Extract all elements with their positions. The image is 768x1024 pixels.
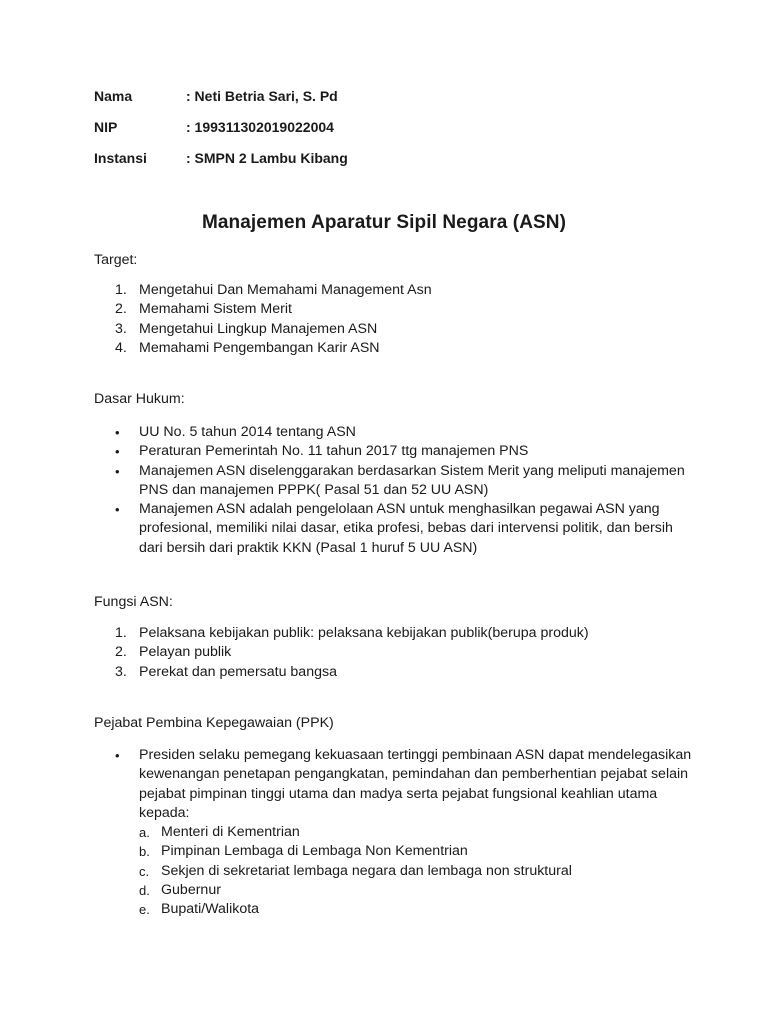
list-item bbox=[94, 746, 694, 920]
list-item-text: Mengetahui Dan Memahami Management Asn bbox=[139, 282, 432, 298]
identity-label: Nama bbox=[94, 88, 133, 104]
list-item bbox=[94, 281, 694, 300]
target-list bbox=[94, 281, 694, 358]
sub-list-item-text: Menteri di Kementrian bbox=[161, 824, 300, 841]
list-item bbox=[94, 663, 694, 682]
identity-block bbox=[94, 87, 348, 180]
sub-list-marker: c. bbox=[139, 863, 150, 879]
identity-value: : SMPN 2 Lambu Kibang bbox=[186, 150, 348, 166]
sub-list-marker: e. bbox=[139, 902, 150, 918]
dasar-hukum-list bbox=[94, 423, 694, 558]
list-marker: 3. bbox=[115, 320, 127, 337]
bullet-marker: • bbox=[115, 748, 120, 763]
list-item-text: Memahami Pengembangan Karir ASN bbox=[139, 339, 380, 356]
list-marker: 2. bbox=[115, 301, 127, 318]
identity-label: NIP bbox=[94, 119, 118, 135]
bullet-marker: • bbox=[115, 425, 120, 440]
ppk-sub-list bbox=[139, 823, 694, 919]
list-marker: 3. bbox=[115, 663, 127, 680]
sub-list-item-text: Gubernur bbox=[161, 882, 221, 899]
dasar-hukum-heading: Dasar Hukum: bbox=[94, 391, 185, 407]
bullet-marker: • bbox=[115, 502, 120, 518]
identity-label: Instansi bbox=[94, 150, 147, 166]
list-marker: 1. bbox=[115, 282, 127, 298]
list-item bbox=[94, 442, 694, 461]
list-item bbox=[94, 300, 694, 319]
list-item-text: Mengetahui Lingkup Manajemen ASN bbox=[139, 320, 378, 337]
list-item-text: Manajemen ASN diselenggarakan berdasarkan Sistem Merit yang meliputi manajemen PNS dan manajemen PPPK( Pasal 51 dan 52 UU ASN) bbox=[139, 462, 685, 498]
identity-value: : 199311302019022004 bbox=[186, 119, 334, 135]
list-marker: 2. bbox=[115, 644, 127, 661]
list-item bbox=[94, 643, 694, 662]
list-item-text: Perekat dan pemersatu bangsa bbox=[139, 663, 337, 680]
list-item bbox=[94, 462, 694, 501]
fungsi-asn-heading: Fungsi ASN: bbox=[94, 594, 173, 610]
sub-list-item bbox=[139, 823, 694, 842]
sub-list-marker: d. bbox=[139, 883, 150, 899]
sub-list-item bbox=[139, 881, 694, 900]
list-item-text: Memahami Sistem Merit bbox=[139, 301, 292, 318]
ppk-list bbox=[94, 746, 694, 920]
identity-value: : Neti Betria Sari, S. Pd bbox=[186, 88, 338, 104]
sub-list-marker: b. bbox=[139, 844, 150, 860]
list-item bbox=[94, 423, 694, 442]
sub-list-item-text: Sekjen di sekretariat lembaga negara dan lembaga non struktural bbox=[161, 862, 572, 879]
list-item bbox=[94, 500, 694, 558]
list-item bbox=[94, 320, 694, 339]
fungsi-asn-list bbox=[94, 624, 694, 682]
list-marker: 4. bbox=[115, 339, 127, 356]
list-item-text: Peraturan Pemerintah No. 11 tahun 2017 ttg manajemen PNS bbox=[139, 443, 529, 460]
list-item-text: Pelaksana kebijakan publik: pelaksana kebijakan publik(berupa produk) bbox=[139, 625, 589, 641]
sub-list-item bbox=[139, 862, 694, 881]
sub-list-item-text: Bupati/Walikota bbox=[161, 901, 260, 918]
identity-row-instansi bbox=[94, 149, 348, 180]
identity-row-nip bbox=[94, 118, 348, 149]
list-item-text: Manajemen ASN adalah pengelolaan ASN untuk menghasilkan pegawai ASN yang profesional, memiliki nilai dasar, etika profesi, bebas dari intervensi politik, dan bersih dari bersih dari praktik KKN (Pasal 1 huruf 5 UU ASN) bbox=[139, 501, 673, 556]
sub-list-item bbox=[139, 842, 694, 861]
bullet-marker: • bbox=[115, 444, 120, 460]
list-item bbox=[94, 339, 694, 358]
bullet-marker: • bbox=[115, 463, 120, 479]
document-title: Manajemen Aparatur Sipil Negara (ASN) bbox=[201, 212, 567, 233]
list-item-text: Pelayan publik bbox=[139, 644, 232, 661]
target-heading: Target: bbox=[94, 252, 138, 268]
list-marker: 1. bbox=[115, 625, 127, 641]
list-item-text: UU No. 5 tahun 2014 tentang ASN bbox=[139, 424, 356, 440]
sub-list-item bbox=[139, 900, 694, 919]
list-item bbox=[94, 624, 694, 643]
identity-row-nama bbox=[94, 87, 348, 118]
sub-list-item-text: Pimpinan Lembaga di Lembaga Non Kementrian bbox=[161, 843, 468, 860]
sub-list-marker: a. bbox=[139, 825, 150, 841]
list-item-text: Presiden selaku pemegang kekuasaan tertinggi pembinaan ASN dapat mendelegasikan kewenangan penetapan pengangkatan, pemindahan dan pemberhentian pejabat selain pejabat pimpinan tinggi utama dan madya serta pejabat fungsional keahlian utama kepada: bbox=[139, 747, 692, 821]
ppk-heading: Pejabat Pembina Kepegawaian (PPK) bbox=[94, 715, 334, 731]
